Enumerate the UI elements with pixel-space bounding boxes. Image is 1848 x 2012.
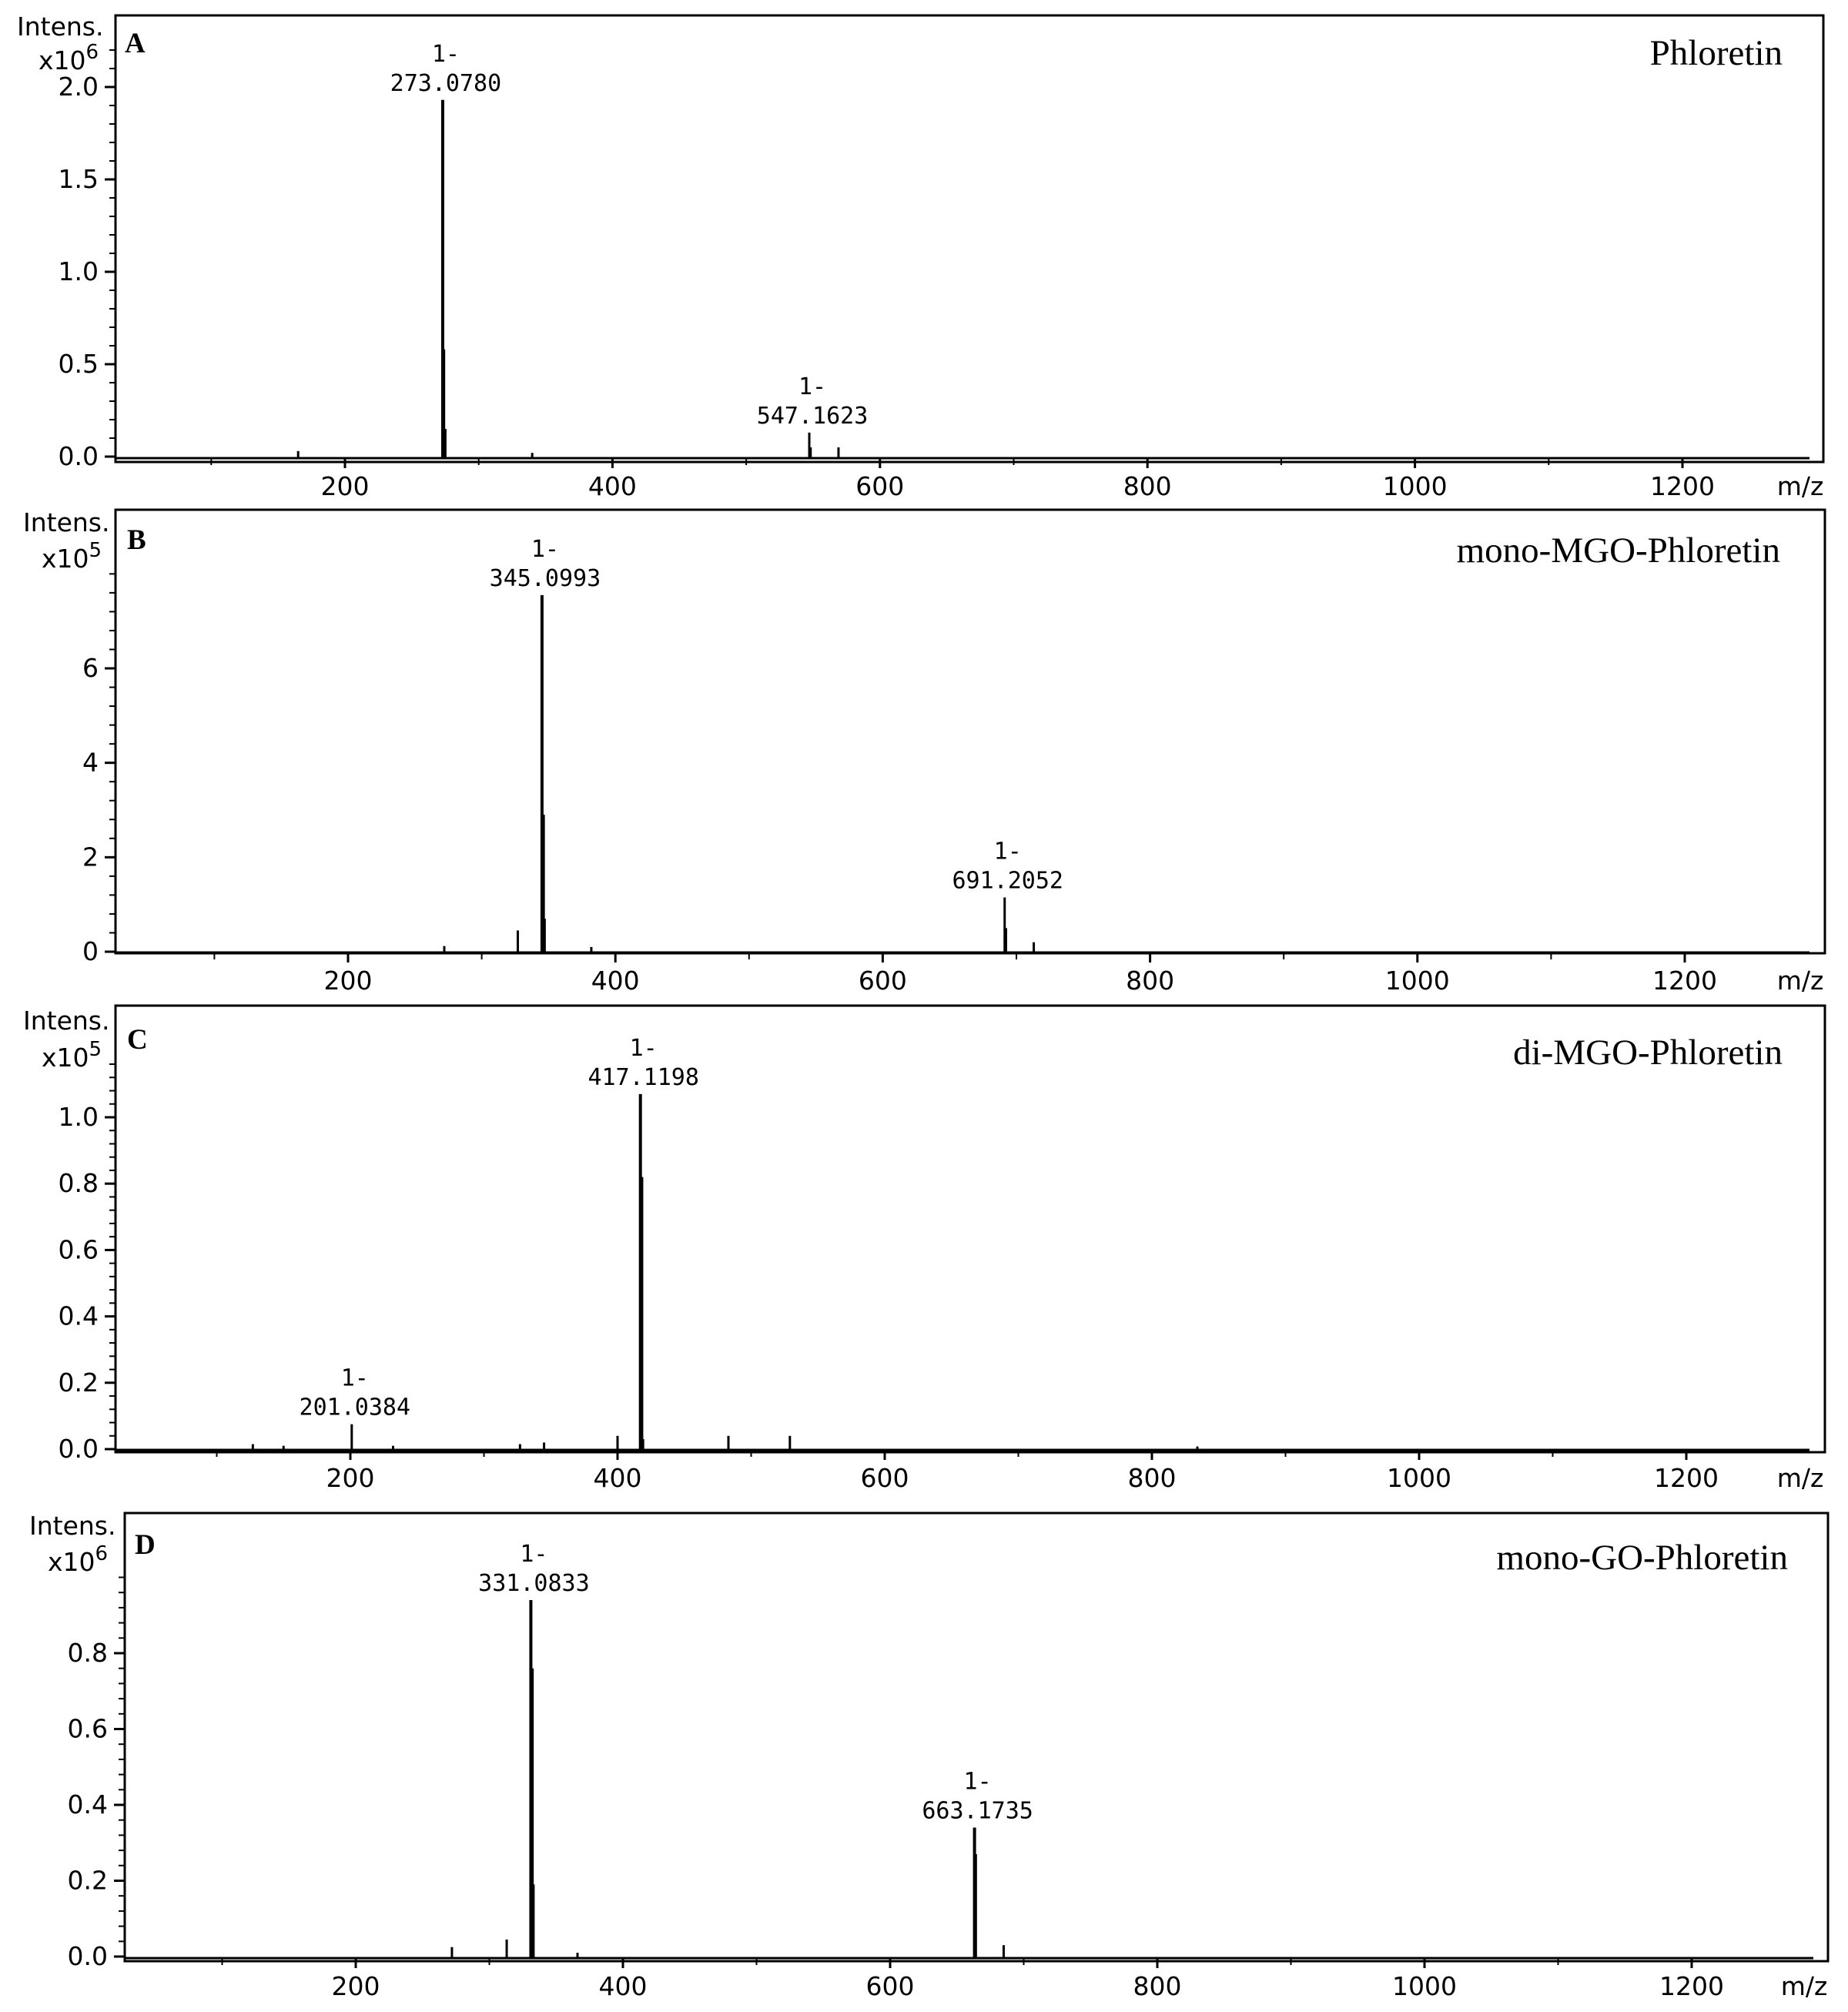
y-tick-label: 0.4: [58, 1301, 99, 1331]
peak-mz-label: 691.2052: [952, 867, 1063, 895]
x-tick-label: 600: [860, 1463, 909, 1493]
panel-letter: C: [127, 1024, 148, 1056]
y-tick-label: 0.5: [58, 349, 99, 379]
y-tick-label: 0: [82, 936, 99, 966]
peak-mz-label: 663.1735: [922, 1797, 1033, 1825]
y-tick-label: 1.0: [58, 1102, 99, 1132]
x-tick-label: 600: [865, 1971, 915, 2001]
y-tick-label: 2: [82, 842, 99, 872]
y-tick-label: 0.2: [67, 1865, 108, 1896]
peak-charge-label: 1-: [431, 40, 460, 68]
panel-letter: A: [125, 28, 146, 59]
x-axis-label: m/z: [1780, 1971, 1828, 2001]
x-tick-label: 200: [326, 1463, 375, 1493]
x-tick-label: 800: [1133, 1971, 1182, 2001]
y-axis-label: Intens.: [23, 507, 110, 537]
panel-letter: B: [127, 524, 146, 556]
x-tick-label: 800: [1123, 471, 1172, 501]
peak-charge-label: 1-: [993, 838, 1022, 865]
y-tick-label: 0.6: [67, 1713, 108, 1744]
peak-charge-label: 1-: [340, 1364, 369, 1392]
peak-charge-label: 1-: [520, 1541, 548, 1568]
x-tick-label: 400: [591, 966, 640, 996]
x-axis-label: m/z: [1776, 1463, 1824, 1493]
y-axis-label: Intens.: [23, 1006, 110, 1036]
y-axis-scale: $x10^6$: [38, 41, 99, 75]
peak-mz-label: 273.0780: [390, 69, 502, 97]
y-axis-label: Intens.: [29, 1511, 116, 1541]
peak-mz-label: 201.0384: [299, 1394, 411, 1421]
peak-mz-label: 345.0993: [489, 564, 601, 592]
y-tick-label: 0.6: [58, 1234, 99, 1265]
x-tick-label: 800: [1126, 966, 1175, 996]
x-tick-label: 1200: [1652, 966, 1717, 996]
panel-title: Phloretin: [1649, 33, 1783, 73]
y-axis-scale: $x10^6$: [48, 1542, 109, 1577]
x-tick-label: 1200: [1654, 1463, 1719, 1493]
y-axis-scale: $x10^5$: [42, 539, 102, 574]
x-tick-label: 1000: [1384, 966, 1450, 996]
y-tick-label: 0.0: [67, 1941, 108, 1971]
x-tick-label: 600: [855, 471, 905, 501]
peak-charge-label: 1-: [798, 373, 827, 400]
x-axis-label: m/z: [1776, 471, 1824, 501]
peak-charge-label: 1-: [963, 1768, 992, 1796]
y-tick-label: 4: [82, 747, 99, 778]
x-tick-label: 1000: [1382, 471, 1448, 501]
panel-title: mono-GO-Phloretin: [1496, 1538, 1788, 1578]
y-tick-label: 0.4: [67, 1789, 108, 1820]
x-tick-label: 1000: [1392, 1971, 1457, 2001]
x-tick-label: 200: [323, 966, 373, 996]
x-tick-label: 1200: [1650, 471, 1715, 501]
panel-title: di-MGO-Phloretin: [1513, 1033, 1783, 1073]
panel-letter: D: [135, 1529, 156, 1561]
peak-mz-label: 547.1623: [756, 402, 869, 430]
y-axis-scale: $x10^5$: [42, 1038, 102, 1073]
y-tick-label: 1.0: [58, 256, 99, 286]
y-tick-label: 0.8: [67, 1638, 108, 1668]
x-tick-label: 200: [320, 471, 370, 501]
peak-mz-label: 331.0833: [478, 1570, 590, 1598]
x-tick-label: 1200: [1659, 1971, 1724, 2001]
x-tick-label: 400: [598, 1971, 648, 2001]
peak-charge-label: 1-: [531, 535, 559, 563]
panel-title: mono-MGO-Phloretin: [1456, 531, 1780, 571]
x-tick-label: 400: [593, 1463, 642, 1493]
peak-charge-label: 1-: [629, 1034, 658, 1062]
x-tick-label: 1000: [1387, 1463, 1451, 1493]
x-tick-label: 200: [331, 1971, 380, 2001]
y-tick-label: 0.2: [58, 1367, 99, 1398]
x-tick-label: 600: [858, 966, 907, 996]
x-tick-label: 800: [1127, 1463, 1177, 1493]
y-tick-label: 2.0: [58, 72, 99, 102]
peak-mz-label: 417.1198: [588, 1063, 699, 1091]
x-axis-label: m/z: [1776, 966, 1824, 996]
y-tick-label: 6: [82, 653, 99, 683]
y-tick-label: 0.0: [58, 1434, 99, 1464]
y-tick-label: 0.8: [58, 1168, 99, 1199]
y-tick-label: 0.0: [58, 441, 99, 471]
x-tick-label: 400: [588, 471, 637, 501]
y-tick-label: 1.5: [58, 164, 99, 194]
y-axis-label: Intens.: [17, 12, 104, 42]
